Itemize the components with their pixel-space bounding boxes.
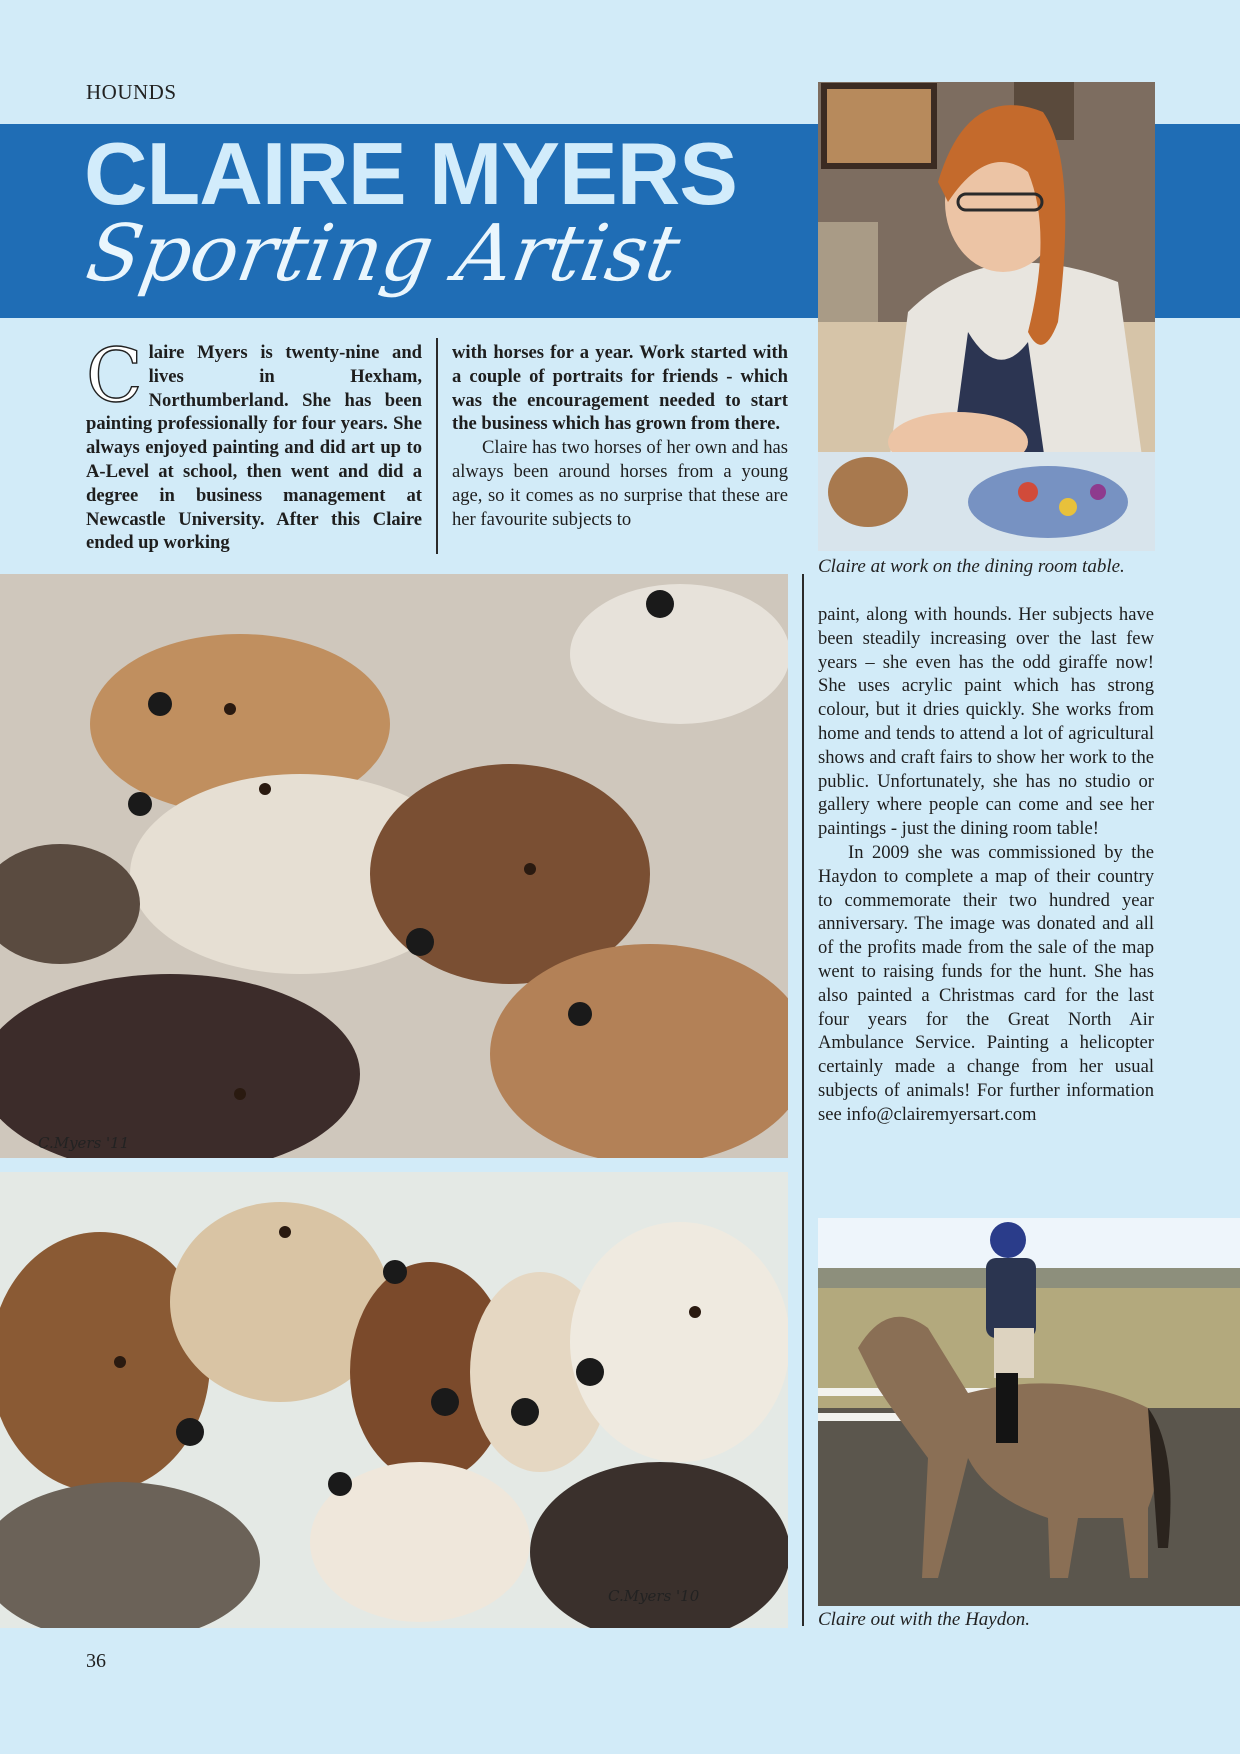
drop-cap: C bbox=[86, 333, 143, 419]
hound-painting-2-illustration bbox=[0, 1172, 788, 1628]
artist-photo-caption: Claire at work on the dining room table. bbox=[818, 556, 1125, 577]
page-title: CLAIRE MYERS bbox=[84, 124, 737, 223]
page-subtitle: Sporting Artist bbox=[80, 209, 687, 299]
article-column-3-paragraph-1: paint, along with hounds. Her subjects have been steadily increasing over the last few years – she even has the odd giraffe now! She uses acrylic paint which has strong colour, but it dries quickly. She works from home and tends to attend a lot of agricultural shows and craft fairs to show her work to the public. Unfortunately, she has no studio or gallery where people can come and see her paintings - just the dining room table! bbox=[818, 604, 1154, 840]
hound-painting-2 bbox=[0, 1172, 788, 1628]
article-column-3-paragraph-2: In 2009 she was commissioned by the Haydon to complete a map of their country to commemorate their two hundred year anniversary. The image was donated and all of the profits made from the sale of the map went to raising funds for the hunt. She has also painted a Christmas card for the last four years for the Great North Air Ambulance Service. Painting a helicopter certainly made a change from her usual subjects of animals! For further information see info@clairemyersart.com bbox=[818, 841, 1154, 1125]
article-column-2-lead: with horses for a year. Work started with a couple of portraits for friends - which was the encouragement needed to start the business which has grown from there. bbox=[452, 342, 788, 435]
article-column-3 bbox=[818, 603, 1154, 1127]
section-label: HOUNDS bbox=[86, 80, 177, 104]
painting-2-signature: C.Myers '10 bbox=[608, 1587, 700, 1605]
page-number: 36 bbox=[86, 1650, 106, 1672]
hound-painting-1 bbox=[0, 574, 788, 1158]
article-column-1-text: laire Myers is twenty-nine and lives in Hexham, Northumberland. She has been painting professionally for four years. She always enjoyed painting and did art up to A-Level at school, then went and did a degree in business management at Newcastle University. After this Claire ended up working bbox=[86, 342, 422, 554]
column-divider-long bbox=[802, 574, 804, 1626]
horse-riding-photo bbox=[818, 1218, 1240, 1606]
artist-at-work-photo bbox=[818, 82, 1155, 551]
hound-painting-1-illustration bbox=[0, 574, 788, 1158]
horse-photo-caption: Claire out with the Haydon. bbox=[818, 1609, 1030, 1630]
column-divider bbox=[436, 338, 438, 554]
article-column-2 bbox=[452, 341, 788, 531]
horse-photo-illustration bbox=[818, 1218, 1240, 1606]
painting-1-signature: C.Myers '11 bbox=[38, 1134, 130, 1152]
article-column-1 bbox=[86, 333, 422, 555]
article-column-2-paragraph: Claire has two horses of her own and has always been around horses from a young age, so it comes as no surprise that these are her favourite subjects to bbox=[452, 437, 788, 530]
artist-photo-illustration bbox=[818, 82, 1155, 551]
